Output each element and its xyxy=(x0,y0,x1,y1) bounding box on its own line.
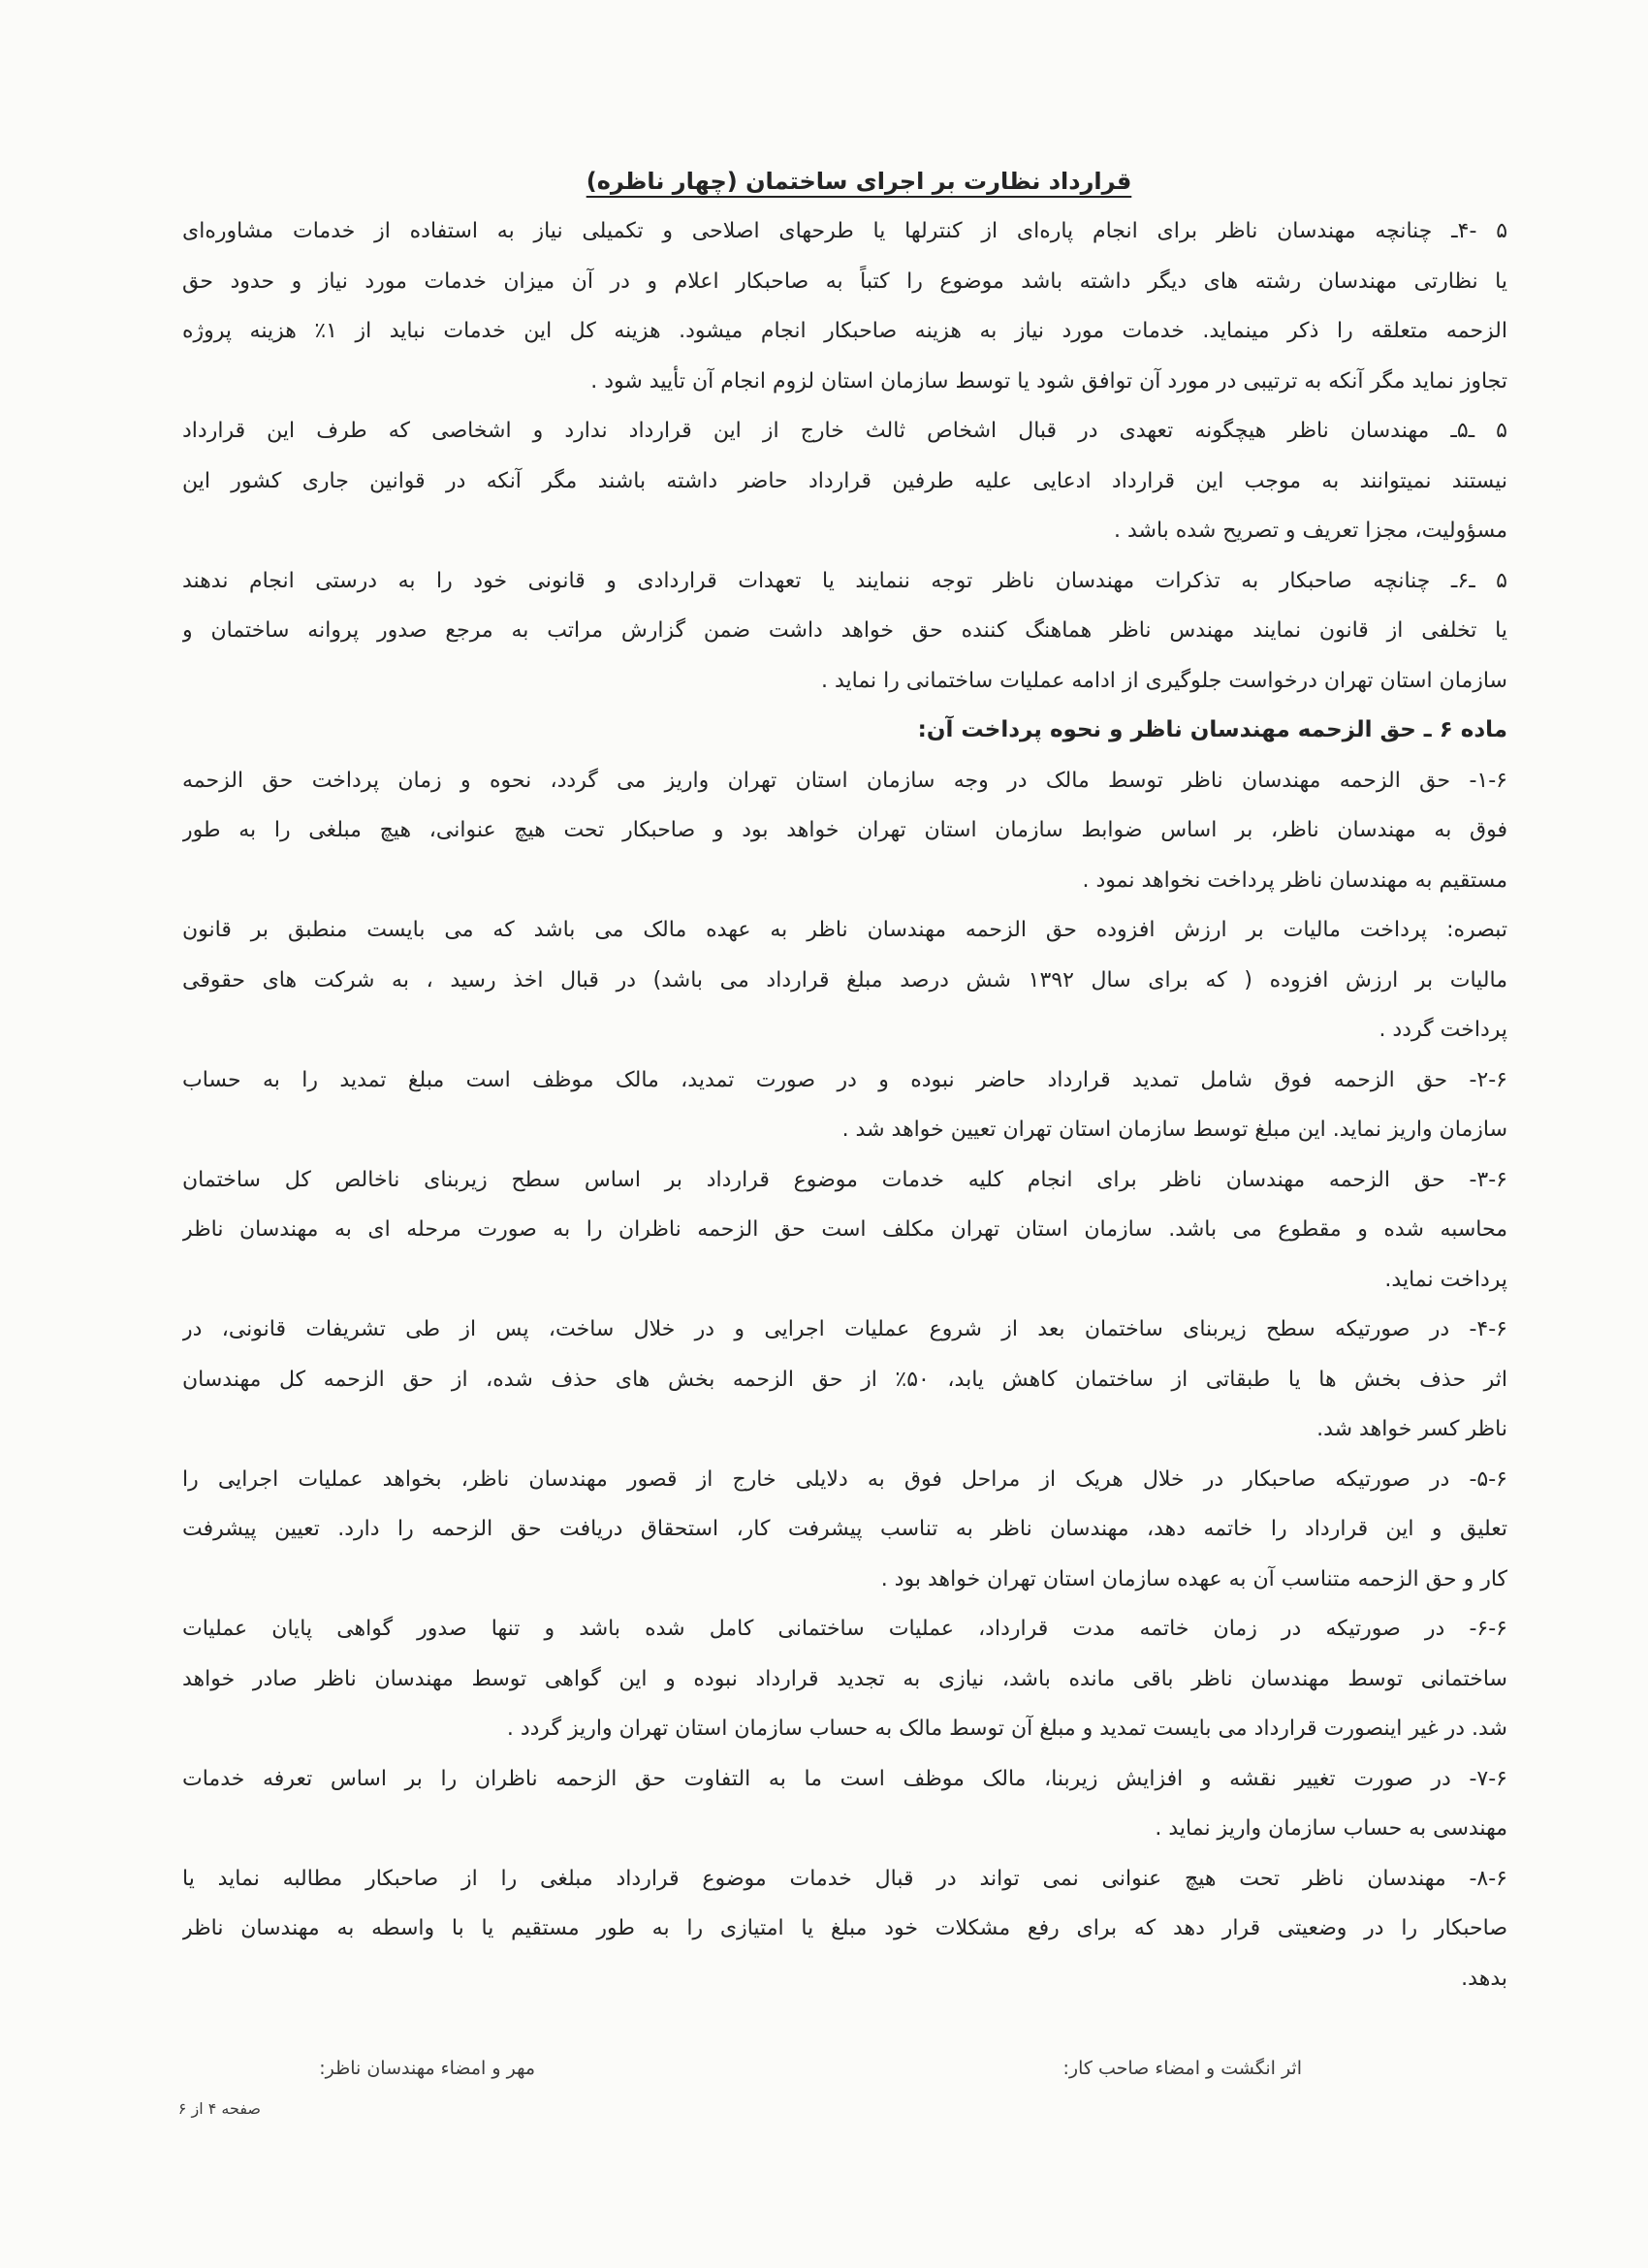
clause-line: مهندسی به حساب سازمان واریز نماید . xyxy=(1155,1816,1507,1841)
clause-line: محاسبه شده و مقطوع می باشد. سازمان استان تهران مکلف است حق الزحمه ناظران را به صورت مرحله ای به مهندسان ناظر xyxy=(182,1217,1507,1242)
clause-line: تبصره: پرداخت مالیات بر ارزش افزوده حق الزحمه مهندسان ناظر به عهده مالک می باشد که می بایست منطبق بر قانون xyxy=(182,918,1507,942)
clause-line: تجاوز نماید مگر آنکه به ترتیبی در مورد آن توافق شود یا توسط سازمان استان لزوم انجام آن تأیید شود . xyxy=(590,368,1507,394)
page-number: صفحه ۴ از ۶ xyxy=(177,2099,261,2118)
clause-line: ۶‏-۵- در صورتیکه صاحبکار در خلال هریک از مراحل فوق به دلایلی خارج از قصور مهندسان ناظر، بخواهد عملیات اجرایی را xyxy=(182,1466,1507,1492)
clause-line: ۶‏-۶- در صورتیکه در زمان خاتمه مدت قرارداد، عملیات ساختمانی کامل شده باشد و تنها صدور گواهی پایان عملیات xyxy=(182,1617,1507,1641)
clause-line: شد. در غیر اینصورت قرارداد می بایست تمدید و مبلغ آن توسط مالک به حساب سازمان استان تهران واریز گردد . xyxy=(506,1717,1507,1741)
clause-5-6 xyxy=(182,556,1507,707)
clause-line: پرداخت گردد . xyxy=(1379,1018,1507,1042)
document-title-text: قرارداد نظارت بر اجرای ساختمان (چهار ناظره) xyxy=(586,168,1132,195)
clause-line: الزحمه متعلقه را ذکر مینماید. خدمات مورد نیاز به هزینه صاحبکار انجام میشود. هزینه کل این خدمات نباید از ۱٪ هزینه پروژه xyxy=(182,319,1507,343)
clause-line: ۵ ـ۵ـ مهندسان ناظر هیچگونه تعهدی در قبال اشخاص ثالث خارج از این قرارداد ندارد و اشخاصی که طرف این قرارداد xyxy=(182,419,1507,443)
clause-line: ۵ ـ۶ـ چنانچه صاحبکار به تذکرات مهندسان ناظر توجه ننمایند یا تعهدات قراردادی و قانونی خود را به درستی انجام ندهند xyxy=(182,568,1507,593)
clause-line: سازمان واریز نماید. این مبلغ توسط سازمان استان تهران تعیین خواهد شد . xyxy=(841,1118,1507,1142)
clause-line: بدهد. xyxy=(1461,1966,1507,1991)
clause-line: ۶‏-۸- مهندسان ناظر تحت هیچ عنوانی نمی تواند در قبال خدمات موضوع قرارداد مبلغی را از صاحبکار مطالبه نماید یا xyxy=(182,1866,1507,1891)
clause-6-5 xyxy=(182,1455,1507,1605)
article-6-heading: ماده ۶ ـ حق الزحمه مهندسان ناظر و نحوه پرداخت آن: xyxy=(917,717,1507,742)
clause-line: ۶‏-۲- حق الزحمه فوق شامل تمدید قرارداد حاضر نبوده و در صورت تمدید، مالک موظف است مبلغ تمدید را به حساب xyxy=(182,1067,1507,1092)
clause-line: فوق به مهندسان ناظر، بر اساس ضوابط سازمان استان تهران خواهد بود و صاحبکار تحت هیچ عنوانی، هیچ مبلغی را به طور xyxy=(182,818,1507,842)
clause-line: یا تخلفی از قانون نمایند مهندس ناظر هماهنگ کننده حق خواهد داشت ضمن گزارش مراتب به مرجع صدور پروانه ساختمان و xyxy=(182,618,1507,643)
clause-6-2 xyxy=(182,1055,1507,1155)
clause-line: پرداخت نماید. xyxy=(1384,1267,1507,1292)
clause-6-3 xyxy=(182,1155,1507,1306)
clause-line: ۶‏-۳- حق الزحمه مهندسان ناظر برای انجام کلیه خدمات موضوع قرارداد بر اساس سطح زیربنای ناخالص کل ساختمان xyxy=(182,1167,1507,1192)
clause-6-8 xyxy=(182,1854,1507,2004)
clause-line: مالیات بر ارزش افزوده ( که برای سال ۱۳۹۲ شش درصد مبلغ قرارداد می باشد) در قبال اخذ رسید ، به شرکت های حقوقی xyxy=(182,967,1507,992)
clause-line: تعلیق و این قرارداد را خاتمه دهد، مهندسان ناظر به تناسب پیشرفت کار، استحقاق دریافت حق الزحمه را دارد. تعیین پیشرفت xyxy=(182,1517,1507,1541)
clause-line: ۵ -۴ـ چنانچه مهندسان ناظر برای انجام پاره‌ای از کنترلها یا طرحهای اصلاحی و تکمیلی نیاز به استفاده از خدمات مشاوره‌ای xyxy=(182,219,1507,243)
clause-6-1 xyxy=(182,756,1507,906)
document-title xyxy=(486,160,1232,203)
clause-line: ۶‏-۱- حق الزحمه مهندسان ناظر توسط مالک در وجه سازمان استان تهران واریز می گردد، نحوه و زمان پرداخت حق الزحمه xyxy=(182,768,1507,793)
clause-line: ناظر کسر خواهد شد. xyxy=(1316,1417,1507,1441)
owner-signature-label: اثر انگشت و امضاء صاحب کار: xyxy=(1062,2058,1302,2079)
clause-5-5 xyxy=(182,406,1507,556)
clause-line: مسؤولیت، مجزا تعریف و تصریح شده باشد . xyxy=(1113,519,1507,543)
clause-line: مستقیم به مهندسان ناظر پرداخت نخواهد نمود . xyxy=(1082,867,1507,893)
clause-line: کار و حق الزحمه متناسب آن به عهده سازمان استان تهران خواهد بود . xyxy=(880,1566,1507,1591)
engineers-signature-label: مهر و امضاء مهندسان ناظر: xyxy=(319,2058,535,2079)
clause-line: یا نظارتی مهندسان رشته های دیگر داشته باشد موضوع را کتباً به صاحبکار اعلام و در آن میزان خدمات مورد نیاز و حدود حق xyxy=(182,268,1507,294)
clause-5-4 xyxy=(182,206,1507,406)
clause-note xyxy=(182,905,1507,1055)
clause-6-7 xyxy=(182,1754,1507,1854)
clause-line: اثر حذف بخش ها یا طبقاتی از ساختمان کاهش یابد، ۵۰٪ از حق الزحمه بخش های حذف شده، از حق الزحمه کل مهندسان xyxy=(182,1367,1507,1392)
document-body xyxy=(182,206,1507,2003)
clause-6-6 xyxy=(182,1604,1507,1754)
clause-line: ۶‏-۴- در صورتیکه سطح زیربنای ساختمان بعد از شروع عملیات اجرایی و در خلال ساخت، پس از طی تشریفات قانونی، در xyxy=(182,1317,1507,1341)
clause-6-4 xyxy=(182,1305,1507,1455)
clause-line: سازمان استان تهران درخواست جلوگیری از ادامه عملیات ساختمانی را نماید . xyxy=(820,668,1507,693)
clause-line: ۶‏-۷- در صورت تغییر نقشه و افزایش زیربنا، مالک موظف است ما به التفاوت حق الزحمه ناظران را بر اساس تعرفه خدمات xyxy=(182,1766,1507,1791)
clause-line: صاحبکار را در وضعیتی قرار دهد که برای رفع مشکلات خود مبلغ یا امتیازی را به طور مستقیم یا با واسطه به مهندسان ناظر xyxy=(182,1916,1507,1940)
clause-line: نیستند نمیتوانند به موجب این قرارداد ادعایی علیه طرفین قرارداد حاضر داشته باشند مگر آنکه در قوانین جاری کشور این xyxy=(182,468,1507,493)
clause-line: ساختمانی توسط مهندسان ناظر باقی مانده باشد، نیازی به تجدید قرارداد نبوده و این گواهی توسط مهندسان ناظر صادر خواهد xyxy=(182,1666,1507,1691)
